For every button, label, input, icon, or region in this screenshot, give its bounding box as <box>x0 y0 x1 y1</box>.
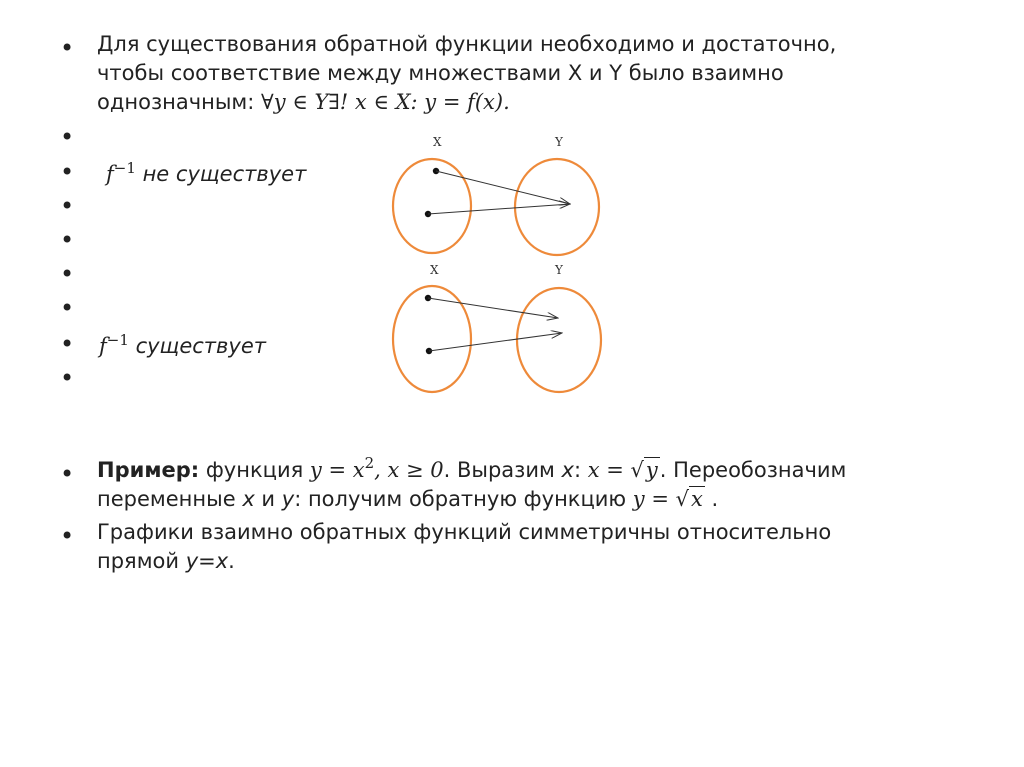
example-line-2 <box>97 485 987 514</box>
mapping-diagram-injective <box>380 258 620 403</box>
line-equation: y=x <box>185 549 229 573</box>
not-exists-text: не существует <box>135 162 307 186</box>
bullet-dot: • <box>60 34 75 62</box>
definition-line-3 <box>97 88 987 117</box>
label-inverse-exists <box>99 326 266 360</box>
bullet-definition <box>97 30 987 117</box>
bullet-dot: • <box>60 294 75 322</box>
variable-y: y <box>281 487 295 511</box>
example-text: функция <box>199 458 310 482</box>
sqrt-argument: y <box>645 458 658 482</box>
graphs-line-2 <box>97 547 987 576</box>
inverse-exponent: −1 <box>113 159 136 177</box>
bullet-dot: • <box>60 460 75 488</box>
exponent: 2 <box>364 454 375 472</box>
label-inverse-not-exists <box>106 154 306 188</box>
bullet-dot: • <box>60 226 75 254</box>
f-symbol: f <box>99 334 107 358</box>
example-label: Пример: <box>97 458 200 482</box>
example-formula: y = <box>632 487 676 511</box>
f-symbol: f <box>106 162 114 186</box>
example-text: переменные <box>97 487 243 511</box>
example-text: . <box>704 487 719 511</box>
example-text: . Выразим <box>443 458 562 482</box>
bullet-dot: • <box>60 522 75 550</box>
example-condition: , x ≥ 0 <box>374 458 444 482</box>
bullet-example <box>97 456 987 514</box>
sqrt-symbol: √ <box>630 458 644 482</box>
set-x-label: X <box>430 263 439 277</box>
variable-x: x <box>561 458 574 482</box>
graphs-text: прямой <box>97 549 186 573</box>
inverse-exponent: −1 <box>106 331 129 349</box>
set-y-label: Y <box>555 263 563 277</box>
example-text: : получим обратную функцию <box>294 487 633 511</box>
bullet-dot: • <box>60 330 75 358</box>
definition-line-1: Для существования обратной функции необходимо и достаточно, <box>97 32 837 56</box>
definition-line-2: чтобы соответствие между множествами X и Y было взаимно <box>97 61 784 85</box>
definition-line-3-text: однозначным: <box>97 90 262 114</box>
exists-text: существует <box>128 334 266 358</box>
graphs-text: . <box>228 549 235 573</box>
definition-formula: ∀y ∈ Y∃! x ∈ X: y = f(x). <box>261 90 510 114</box>
bullet-dot: • <box>60 123 75 151</box>
mapping-arrow <box>436 171 570 204</box>
set-x-circle <box>393 286 471 392</box>
mapping-diagram-not-injective <box>380 128 620 258</box>
example-text: . Переобозначим <box>659 458 847 482</box>
set-y-circle <box>517 288 601 392</box>
mapping-arrow <box>428 298 558 318</box>
bullet-dot: • <box>60 260 75 288</box>
set-x-label: X <box>433 135 442 149</box>
set-x-circle <box>393 159 471 253</box>
variable-x: x <box>242 487 255 511</box>
sqrt-symbol: √ <box>675 487 689 511</box>
example-line-1 <box>97 456 987 485</box>
mapping-arrow <box>428 204 570 214</box>
mapping-arrow <box>429 333 562 351</box>
sqrt-argument: x <box>690 487 703 511</box>
example-text: : <box>573 458 588 482</box>
bullet-dot: • <box>60 192 75 220</box>
example-text: и <box>254 487 282 511</box>
example-formula: y = x <box>309 458 365 482</box>
bullet-dot: • <box>60 364 75 392</box>
graphs-line-1: Графики взаимно обратных функций симметричны относительно <box>97 520 832 544</box>
example-formula: x = <box>587 458 631 482</box>
bullet-graphs <box>97 518 987 576</box>
set-y-label: Y <box>555 135 563 149</box>
bullet-dot: • <box>60 158 75 186</box>
